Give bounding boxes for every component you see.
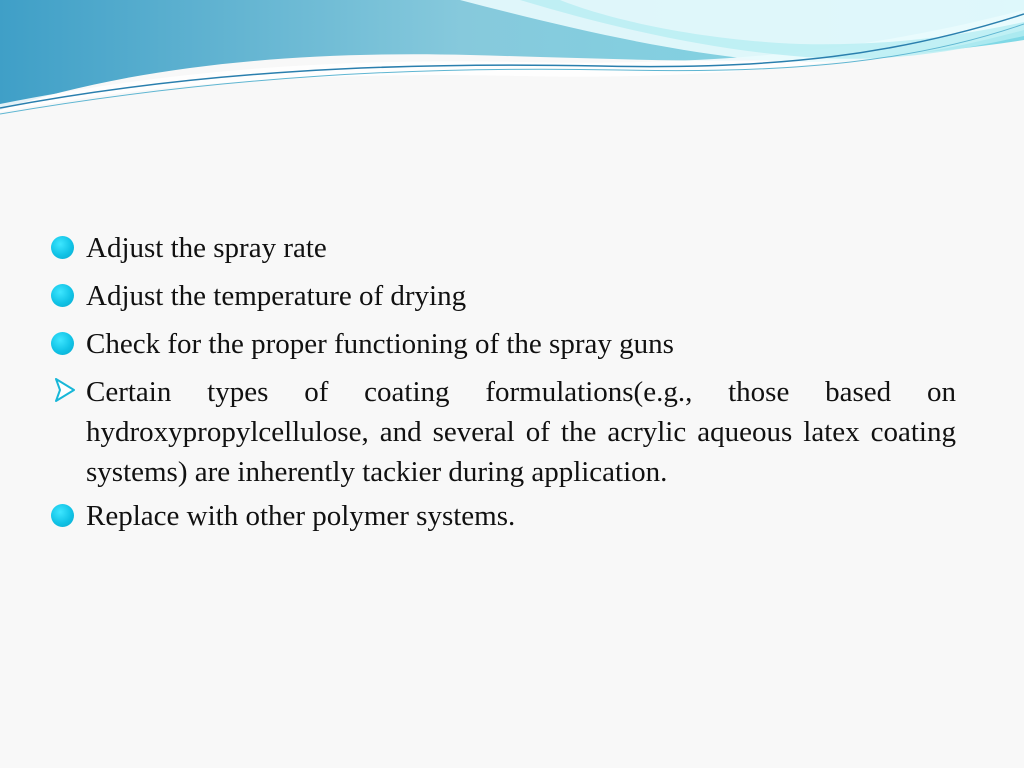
bullet-dot-icon: [51, 332, 74, 355]
bullet-text: Adjust the temperature of drying: [86, 280, 467, 312]
bullet-text: Certain types of coating formulations(e.g., those based on hydroxypropylcellulose, and several of the acrylic aqueous latex coating systems) are inherently tackier during application.: [86, 376, 956, 488]
list-item: [48, 372, 956, 492]
header-wave-decoration: [0, 0, 1024, 130]
bullet-text: Replace with other polymer systems.: [86, 500, 516, 532]
bullet-dot-icon: [51, 284, 74, 307]
list-item: [48, 276, 956, 316]
list-item: [48, 228, 956, 268]
arrow-bullet-icon: [50, 375, 80, 405]
bullet-list: [48, 228, 956, 544]
list-item: [48, 496, 956, 536]
bullet-text: Check for the proper functioning of the spray guns: [86, 328, 674, 360]
bullet-dot-icon: [51, 504, 74, 527]
bullet-text: Adjust the spray rate: [86, 232, 327, 264]
bullet-dot-icon: [51, 236, 74, 259]
list-item: [48, 324, 956, 364]
